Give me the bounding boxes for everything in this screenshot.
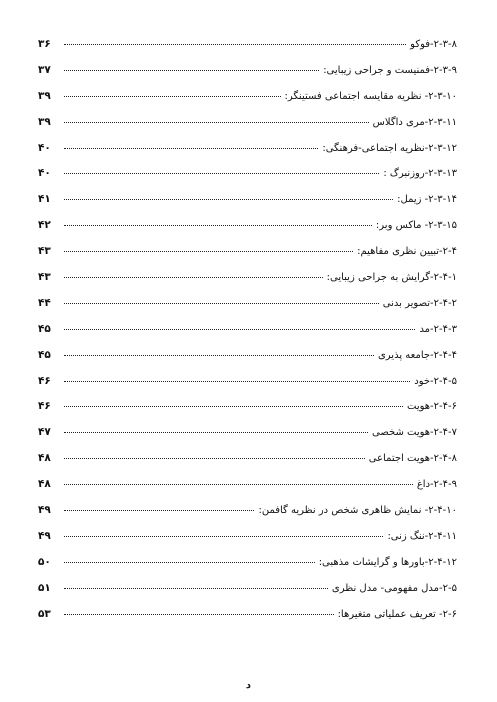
toc-entry-title: ۲-۴-۶-هویت [407,401,457,413]
toc-entry [38,297,457,323]
toc-entry [38,556,457,582]
toc-entry-page-number: ۳۹ [38,115,51,128]
dotted-leader [64,96,281,97]
toc-entry-title: ۲-۴-۳-مد [419,323,457,335]
toc-entry [38,582,457,608]
dotted-leader [64,225,372,226]
toc-entry-title: ۲-۳-۱۲-نظریه اجتماعی-فرهنگی: [322,142,457,154]
toc-entry-page-number: ۴۹ [38,504,51,517]
toc-entry-page-number: ۴۴ [38,296,51,309]
dotted-leader [64,432,368,433]
toc-entry [38,400,457,426]
toc-entry-page-number: ۴۰ [38,141,51,154]
toc-entry-title: ۲-۴-۲-تصویر بدنی [382,297,457,309]
dotted-leader [64,122,369,123]
dotted-leader [64,44,406,45]
toc-entry [38,375,457,401]
toc-entry-title: ۲-۴-تبیین نظری مفاهیم: [357,246,457,258]
dotted-leader [64,355,374,356]
toc-entry-title: ۲-۵-مدل مفهومی- مدل نظری [331,582,457,594]
dotted-leader [64,148,318,149]
toc-entry-page-number: ۳۷ [38,63,51,76]
toc-entry-page-number: ۴۳ [38,245,51,258]
toc-entry-title: ۲-۳-۱۰- نظریه مقایسه اجتماعی فستینگر: [284,90,457,102]
dotted-leader [64,381,410,382]
toc-entry-title: ۲-۴-۱۱-ننگ زنی: [387,530,457,542]
dotted-leader [64,199,393,200]
dotted-leader [64,277,323,278]
toc-entry-title: ۲-۶- تعریف عملیاتی متغیرها: [337,608,457,620]
toc-entry-page-number: ۴۱ [38,193,51,206]
toc-entry-page-number: ۳۶ [38,38,51,50]
toc-entry-title: ۲-۳-۱۳-روزنبرگ : [383,168,457,180]
toc-entry [38,142,457,168]
dotted-leader [64,70,319,71]
toc-entry [38,219,457,245]
toc-entry-page-number: ۴۲ [38,219,51,232]
dotted-leader [64,484,413,485]
toc-entry [38,245,457,271]
toc-entry [38,478,457,504]
toc-entry [38,608,457,634]
dotted-leader [64,536,383,537]
toc-entry [38,426,457,452]
toc-entry-page-number: ۵۱ [38,581,51,594]
toc-entry [38,323,457,349]
toc-entry-page-number: ۴۵ [38,322,51,335]
toc-entry-page-number: ۴۶ [38,374,51,387]
toc-entry [38,167,457,193]
toc-entry [38,90,457,116]
dotted-leader [64,510,254,511]
toc-entry-title: ۲-۴-۱-گرایش به جراحی زیبایی: [326,272,457,284]
toc-entry-page-number: ۴۷ [38,426,51,439]
table-of-contents [38,38,457,633]
toc-entry-page-number: ۴۸ [38,478,51,491]
toc-entry-page-number: ۵۳ [38,607,51,620]
toc-entry [38,64,457,90]
toc-entry-title: ۲-۳-۹-فمنیست و جراحی زیبایی: [323,64,457,76]
toc-entry-page-number: ۴۰ [38,167,51,180]
toc-entry-title: ۲-۳-۱۴- زیمل: [397,194,457,206]
toc-entry-title: ۲-۴-۸-هویت اجتماعی [368,453,457,465]
toc-entry-page-number: ۴۶ [38,400,51,413]
toc-entry-title: ۲-۴-۴-جامعه پذیری [377,349,457,361]
toc-entry-title: ۲-۴-۱۲-باورها و گرایشات مذهبی: [318,556,457,568]
toc-entry [38,530,457,556]
toc-entry-title: ۲-۳-۱۵- ماکس وبر: [375,220,457,232]
toc-entry [38,504,457,530]
toc-entry [38,349,457,375]
dotted-leader [64,173,379,174]
dotted-leader [64,458,365,459]
dotted-leader [64,303,379,304]
toc-entry-page-number: ۴۳ [38,271,51,284]
toc-entry-title: ۲-۴-۷-هویت شخصی [371,427,457,439]
toc-entry [38,38,457,64]
toc-entry [38,193,457,219]
dotted-leader [64,562,315,563]
dotted-leader [64,329,415,330]
toc-entry-title: ۲-۳-۱۱-مری داگلاس [372,116,457,128]
toc-entry [38,116,457,142]
dotted-leader [64,251,353,252]
toc-entry-title: ۲-۴-۵-خود [414,375,457,387]
dotted-leader [64,588,328,589]
toc-entry-page-number: ۵۰ [38,555,51,568]
dotted-leader [64,614,334,615]
toc-entry-page-number: ۴۸ [38,452,51,465]
toc-entry [38,271,457,297]
toc-entry [38,452,457,478]
page-number: د [245,680,252,691]
toc-entry-page-number: ۴۹ [38,529,51,542]
toc-entry-page-number: ۳۹ [38,89,51,102]
toc-entry-title: ۲-۴-۱۰- نمایش ظاهری شخص در نظریه گافمن: [258,505,457,517]
dotted-leader [64,406,403,407]
toc-entry-title: ۲-۳-۸-فوکو [410,39,457,50]
toc-entry-page-number: ۴۵ [38,348,51,361]
toc-entry-title: ۲-۴-۹-داغ [416,479,457,491]
